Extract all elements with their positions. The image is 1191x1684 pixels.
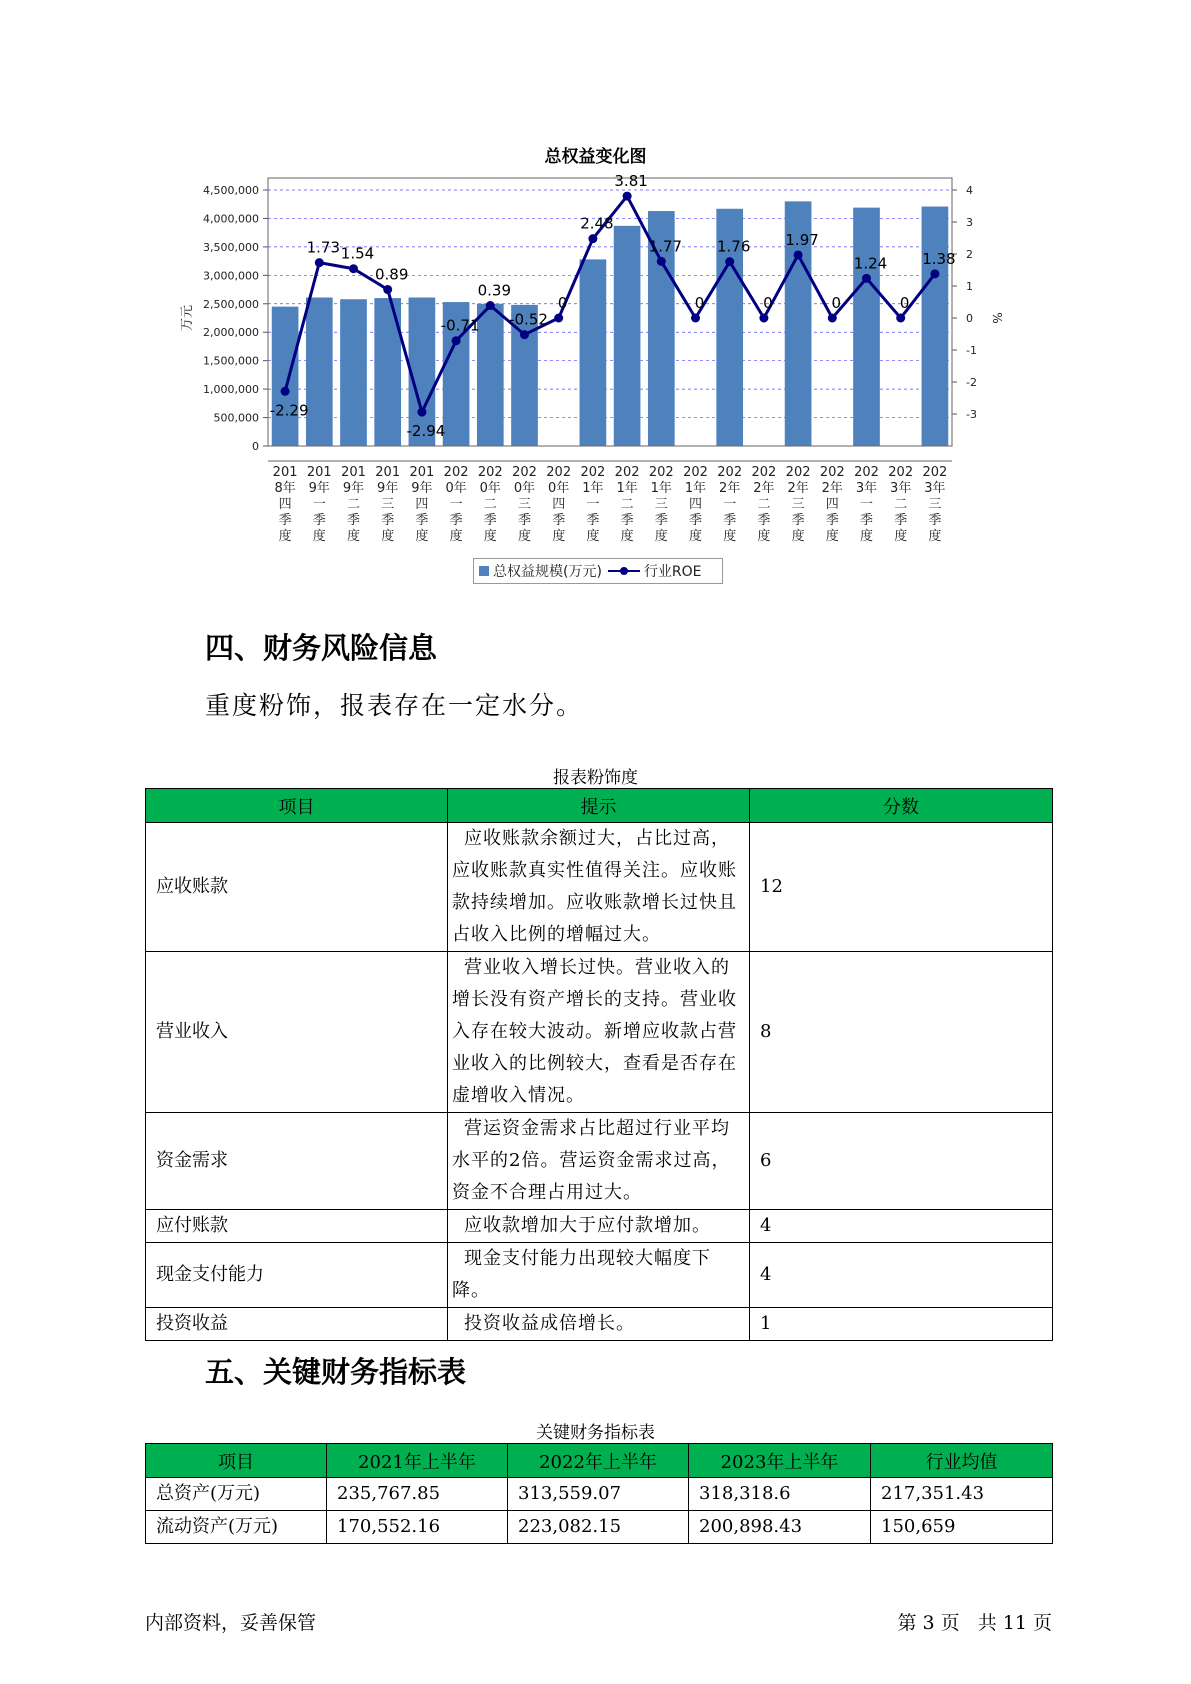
roe-point xyxy=(452,336,461,345)
roe-point xyxy=(281,387,290,396)
risk-item-cell: 资金需求 xyxy=(146,1113,448,1210)
risk-hint-line: 营运资金需求占比超过行业平均 xyxy=(464,1118,730,1139)
bar xyxy=(272,307,299,446)
y2-tick-label: 0 xyxy=(966,312,973,325)
chart-legend xyxy=(473,558,723,584)
y-tick-label: 4,500,000 xyxy=(203,184,259,197)
risk-hint-line: 虚增收入情况。 xyxy=(452,1085,585,1106)
bar xyxy=(614,226,641,446)
table-row xyxy=(146,1113,1053,1210)
risk-hint-line: 营业收入增长过快。营业收入的 xyxy=(464,957,730,978)
footer-page-number: 第 3 页 共 11 页 xyxy=(897,1612,1052,1634)
table-row xyxy=(146,1478,1053,1511)
y2-tick-label: -3 xyxy=(966,408,977,421)
y2-tick-label: -2 xyxy=(966,376,977,389)
risk-table-caption: 报表粉饰度 xyxy=(553,768,638,788)
roe-point xyxy=(588,234,597,243)
x-tick-label: 201 9年二季度 xyxy=(341,465,366,544)
risk-hint-cell xyxy=(448,1308,750,1341)
risk-hint-line: 应收账款真实性值得关注。应收账 xyxy=(452,860,737,881)
table-row xyxy=(146,1243,1053,1308)
x-tick-label: 202 3年二季度 xyxy=(888,465,914,544)
roe-data-label: 3.81 xyxy=(614,172,648,191)
chart-title: 总权益变化图 xyxy=(544,147,647,167)
risk-header-score: 分数 xyxy=(750,789,1053,823)
indicators-header-item: 项目 xyxy=(146,1444,327,1478)
footer-confidential: 内部资料，妥善保管 xyxy=(145,1612,317,1634)
x-tick-label: 201 9年三季度 xyxy=(375,465,401,544)
y2-tick-label: -1 xyxy=(966,344,977,357)
y2-tick-label: 3 xyxy=(966,216,973,229)
risk-item-cell: 应收账款 xyxy=(146,823,448,952)
x-tick-label: 201 8年四季度 xyxy=(272,465,298,544)
x-tick-label: 202 2年三季度 xyxy=(785,465,811,544)
x-tick-label: 202 1年一季度 xyxy=(580,465,606,544)
roe-point xyxy=(691,314,700,323)
y-tick-label: 500,000 xyxy=(213,411,259,425)
risk-hint-line: 应收款增加大于应付款增加。 xyxy=(464,1215,711,1236)
x-tick-label: 202 2年四季度 xyxy=(819,465,845,544)
legend-bar-label: 总权益规模(万元) xyxy=(493,564,602,580)
risk-score-cell: 1 xyxy=(750,1308,1053,1341)
y2-tick-label: 2 xyxy=(966,248,973,261)
roe-point xyxy=(725,257,734,266)
roe-data-label: 0.39 xyxy=(477,281,512,300)
risk-hint-line: 款持续增加。应收账款增长过快且 xyxy=(452,892,737,913)
risk-hint-line: 水平的2倍。营运资金需求过高， xyxy=(452,1150,731,1171)
risk-score-cell: 8 xyxy=(750,952,1053,1113)
bar xyxy=(580,259,607,446)
risk-score-cell: 12 xyxy=(750,823,1053,952)
risk-table xyxy=(145,788,1053,1341)
roe-point xyxy=(417,408,426,417)
y-tick-label: 0 xyxy=(252,440,259,453)
roe-data-label: 2.48 xyxy=(580,214,614,233)
risk-hint-line: 资金不合理占用过大。 xyxy=(452,1182,642,1203)
indicator-value-cell: 200,898.43 xyxy=(689,1511,871,1544)
table-row xyxy=(146,1511,1053,1544)
risk-hint-cell xyxy=(448,1210,750,1243)
risk-hint-cell xyxy=(448,952,750,1113)
roe-data-label: -0.52 xyxy=(509,310,548,329)
roe-data-label: 1.38 xyxy=(922,249,956,268)
bar xyxy=(922,206,949,446)
indicators-header-industry: 行业均值 xyxy=(871,1444,1053,1478)
x-tick-label: 201 9年四季度 xyxy=(409,465,435,544)
roe-data-label: -0.71 xyxy=(440,316,480,335)
roe-data-label: 1.73 xyxy=(306,238,341,257)
risk-hint-line: 投资收益成倍增长。 xyxy=(464,1313,635,1334)
roe-point xyxy=(930,269,939,278)
risk-score-cell: 6 xyxy=(750,1113,1053,1210)
roe-point xyxy=(794,250,803,259)
indicator-value-cell: 223,082.15 xyxy=(508,1511,689,1544)
indicators-header-row xyxy=(146,1444,1053,1478)
y-tick-label: 3,500,000 xyxy=(203,240,259,254)
roe-point xyxy=(623,192,632,201)
risk-score-cell: 4 xyxy=(750,1243,1053,1308)
indicators-header-2023: 2023年上半年 xyxy=(689,1444,871,1478)
x-tick-label: 202 0年三季度 xyxy=(512,465,537,544)
x-tick-label: 202 1年三季度 xyxy=(648,465,674,544)
roe-data-label: 1.97 xyxy=(785,230,819,249)
legend-bar-swatch xyxy=(479,566,489,576)
legend-line-label: 行业ROE xyxy=(643,564,702,580)
y-tick-label: 1,000,000 xyxy=(203,383,259,397)
roe-data-label: 0 xyxy=(763,294,773,312)
roe-point xyxy=(896,314,905,323)
risk-hint-line: 应收账款余额过大，占比过高， xyxy=(464,828,730,849)
indicator-value-cell: 217,351.43 xyxy=(871,1478,1053,1511)
roe-point xyxy=(349,264,358,273)
y-tick-label: 2,500,000 xyxy=(203,297,259,311)
y2-tick-label: 4 xyxy=(966,184,973,197)
roe-point xyxy=(520,330,529,339)
indicator-value-cell: 150,659 xyxy=(871,1511,1053,1544)
x-tick-label: 202 0年一季度 xyxy=(443,465,469,544)
risk-table-header-row xyxy=(146,789,1053,823)
roe-data-label: -2.29 xyxy=(269,401,309,420)
bar xyxy=(477,304,504,446)
table-row xyxy=(146,823,1053,952)
x-tick-label: 202 0年二季度 xyxy=(477,465,503,544)
roe-data-label: 1.77 xyxy=(648,237,683,256)
roe-point xyxy=(657,257,666,266)
risk-hint-line: 现金支付能力出现较大幅度下降。 xyxy=(452,1248,711,1301)
roe-point xyxy=(759,314,768,323)
risk-score-cell: 4 xyxy=(750,1210,1053,1243)
y-tick-label: 1,500,000 xyxy=(203,354,259,368)
risk-header-item: 项目 xyxy=(146,789,448,823)
roe-point xyxy=(862,274,871,283)
risk-item-cell: 营业收入 xyxy=(146,952,448,1113)
bar xyxy=(853,208,880,446)
x-tick-label: 201 9年一季度 xyxy=(306,465,332,544)
risk-hint-cell xyxy=(448,823,750,952)
indicators-header-2021: 2021年上半年 xyxy=(327,1444,508,1478)
risk-header-hint: 提示 xyxy=(448,789,750,823)
indicator-name-cell: 总资产(万元) xyxy=(146,1478,327,1511)
y-tick-label: 2,000,000 xyxy=(203,326,259,340)
table-row xyxy=(146,1210,1053,1243)
x-tick-label: 202 1年二季度 xyxy=(614,465,640,544)
roe-data-label: -2.94 xyxy=(406,422,446,441)
bar xyxy=(306,298,333,446)
table-row xyxy=(146,1308,1053,1341)
roe-data-label: 1.54 xyxy=(340,244,375,263)
indicator-value-cell: 170,552.16 xyxy=(327,1511,508,1544)
roe-data-label: 1.24 xyxy=(853,254,888,273)
roe-point xyxy=(383,285,392,294)
x-tick-label: 202 2年二季度 xyxy=(751,465,777,544)
indicator-name-cell: 流动资产(万元) xyxy=(146,1511,327,1544)
roe-point xyxy=(554,314,563,323)
risk-item-cell: 应付账款 xyxy=(146,1210,448,1243)
section-heading-indicators: 五、关键财务指标表 xyxy=(205,1355,467,1389)
equity-chart xyxy=(0,0,1191,560)
indicators-table xyxy=(145,1443,1053,1544)
x-tick-label: 202 1年四季度 xyxy=(683,465,708,544)
x-tick-label: 202 3年一季度 xyxy=(854,465,879,544)
table-row xyxy=(146,952,1053,1113)
x-tick-label: 202 3年三季度 xyxy=(922,465,948,544)
risk-summary: 重度粉饰，报表存在一定水分。 xyxy=(205,691,584,720)
indicators-header-2022: 2022年上半年 xyxy=(508,1444,689,1478)
roe-point xyxy=(486,301,495,310)
indicators-table-caption: 关键财务指标表 xyxy=(536,1423,655,1443)
y-tick-label: 4,000,000 xyxy=(203,212,259,226)
risk-hint-line: 入存在较大波动。新增应收款占营 xyxy=(452,1021,737,1042)
roe-data-label: 0 xyxy=(831,294,842,312)
roe-data-label: 0 xyxy=(557,294,568,312)
x-tick-label: 202 2年一季度 xyxy=(717,465,743,544)
y2-tick-label: 1 xyxy=(966,280,973,293)
roe-data-label: 0.89 xyxy=(374,265,409,284)
risk-item-cell: 投资收益 xyxy=(146,1308,448,1341)
y2-axis-title: % xyxy=(990,312,1004,324)
roe-data-label: 1.76 xyxy=(716,237,751,256)
roe-data-label: 0 xyxy=(899,294,910,312)
bar xyxy=(340,299,367,446)
x-tick-label: 202 0年四季度 xyxy=(546,465,572,544)
risk-hint-line: 增长没有资产增长的支持。营业收 xyxy=(452,989,737,1010)
y-tick-label: 3,000,000 xyxy=(203,269,259,283)
roe-point xyxy=(828,314,837,323)
section-heading-risk: 四、财务风险信息 xyxy=(205,631,438,665)
risk-item-cell: 现金支付能力 xyxy=(146,1243,448,1308)
roe-data-label: 0 xyxy=(694,294,705,312)
indicator-value-cell: 313,559.07 xyxy=(508,1478,689,1511)
indicator-value-cell: 235,767.85 xyxy=(327,1478,508,1511)
risk-hint-line: 占收入比例的增幅过大。 xyxy=(452,924,661,945)
roe-point xyxy=(315,258,324,267)
indicator-value-cell: 318,318.6 xyxy=(689,1478,871,1511)
y-axis-title: 万元 xyxy=(180,304,195,332)
risk-hint-line: 业收入的比例较大，查看是否存在 xyxy=(452,1053,737,1074)
legend-line-swatch xyxy=(608,565,640,577)
risk-hint-cell xyxy=(448,1113,750,1210)
risk-hint-cell xyxy=(448,1243,750,1308)
